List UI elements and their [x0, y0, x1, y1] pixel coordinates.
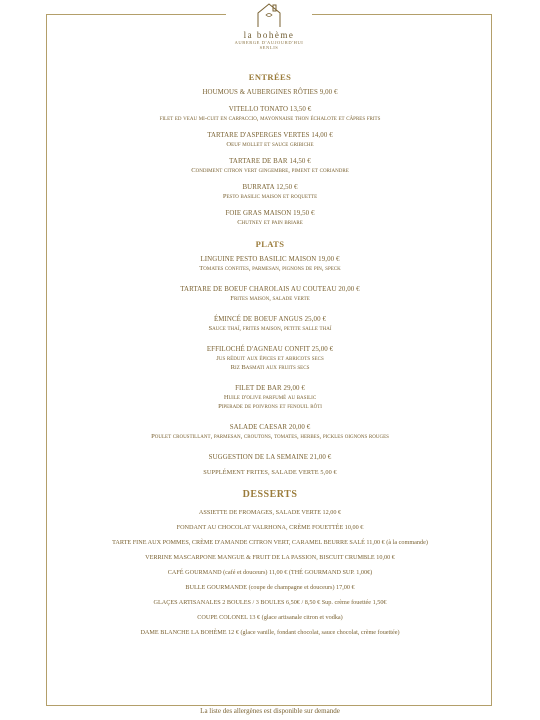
item-description: Huile d'olive parfumé au basilic	[223, 394, 317, 401]
item-title: ÉMINCÉ DE BOEUF ANGUS 25,00 €	[213, 316, 326, 323]
item-title: EFFILOCHÉ D'AGNEAU CONFIT 25,00 €	[206, 346, 334, 353]
house-logo-icon	[254, 2, 284, 28]
item-title: LINGUINE PESTO BASILIC MAISON 19,00 €	[200, 256, 340, 263]
menu-item	[50, 105, 490, 123]
menu-item	[50, 157, 490, 175]
item-description: Sauce thaï, frites maison, petite salle thaï	[208, 325, 332, 332]
item-description: Oeuf mollet et sauce gribiche	[226, 141, 314, 148]
menu-item	[50, 423, 490, 441]
logo-city: SENLIS	[259, 45, 279, 50]
suggestion	[50, 453, 490, 477]
supplement-line: SUPPLÉMENT FRITES, SALADE VERTE 5,00 €	[203, 469, 337, 476]
menu-content	[50, 64, 490, 643]
menu-item	[50, 345, 490, 372]
section-heading-plats: PLATS	[255, 239, 285, 249]
allergen-note: La liste des allergènes est disponible sur demande	[200, 707, 340, 715]
dessert-item: COUPE COLONEL 13 € (glace artisanale citron et vodka)	[197, 614, 343, 621]
dessert-item: GLAÇES ARTISANALES 2 BOULES / 3 BOULES 6,50€ / 8,50 € Sup. crème fouettée 1,50€	[153, 599, 387, 606]
item-description: Frites maison, salade verte	[230, 295, 310, 302]
item-title: TARTARE DE BOEUF CHAROLAIS AU COUTEAU 20,00 €	[180, 286, 360, 293]
item-title: VITELLO TONATO 13,50 €	[228, 106, 312, 113]
item-description: Chutney et pain briare	[237, 219, 303, 226]
menu-item	[50, 255, 490, 273]
menu-item	[50, 88, 490, 97]
item-description: Jus réduit aux épices et abricots secs	[216, 355, 324, 362]
section-heading-desserts: DESSERTS	[242, 489, 298, 500]
menu-item	[50, 384, 490, 411]
section-heading-entrees: ENTRÉES	[248, 72, 292, 82]
item-description: Tomates confites, parmesan, pignons de pin, speck	[199, 265, 341, 272]
dessert-item: FONDANT AU CHOCOLAT VALRHONA, CRÈME FOUETTÉE 10,00 €	[176, 524, 364, 531]
desserts-list	[50, 508, 490, 637]
logo-subtitle: AUBERGE D'AUJOURD'HUI	[234, 40, 304, 45]
dessert-item: TARTE FINE AUX POMMES, CRÈME D'AMANDE CITRON VERT, CARAMEL BEURRE SALÉ 11,00 € (à la commande)	[112, 539, 428, 546]
dessert-item: DAME BLANCHE LA BOHÈME 12 € (glace vanille, fondant chocolat, sauce chocolat, crème fouettée)	[140, 629, 400, 636]
menu-item	[50, 131, 490, 149]
menu-item	[50, 183, 490, 201]
item-description: Riz Basmati aux fruits secs	[230, 364, 310, 371]
suggestion-title: SUGGESTION DE LA SEMAINE 21,00 €	[208, 454, 332, 461]
menu-item	[50, 285, 490, 303]
item-description: Condiment citron vert gingembre, piment et coriandre	[191, 167, 349, 174]
logo-name: la bohème	[243, 30, 295, 40]
item-description: Poulet croustillant, parmesan, croutons, tomates, herbes, pickles oignons rouges	[151, 433, 389, 440]
menu-item	[50, 315, 490, 333]
dessert-item: BULLE GOURMANDE (coupe de champagne et douceurs) 17,00 €	[185, 584, 355, 591]
item-title: HOUMOUS & AUBERGINES RÔTIES 9,00 €	[202, 89, 338, 96]
menu-item	[50, 209, 490, 227]
item-description: Pesto basilic maison et roquette	[222, 193, 318, 200]
item-title: TARTARE D'ASPERGES VERTES 14,00 €	[207, 132, 333, 139]
item-description: filet ed veau mi-cuit en carpaccio, mayonnaise thon échalote et câpres frits	[159, 115, 381, 122]
logo	[226, 2, 312, 68]
item-title: FOIE GRAS MAISON 19,50 €	[225, 210, 315, 217]
item-title: TARTARE DE BAR 14,50 €	[229, 158, 311, 165]
dessert-item: ASSIETTE DE FROMAGES, SALADE VERTE 12,00 €	[198, 509, 342, 516]
dessert-item: CAFÉ GOURMAND (café et douceurs) 11,00 € (THÉ GOURMAND SUP. 1,00€)	[167, 569, 373, 576]
dessert-item: VERRINE MASCARPONE MANGUE & FRUIT DE LA PASSION, BISCUIT CRUMBLE 10,00 €	[145, 554, 395, 561]
item-title: BURRATA 12,50 €	[242, 184, 298, 191]
item-description: Piperade de poivrons et fenouil rôti	[218, 403, 322, 410]
item-title: FILET DE BAR 29,00 €	[235, 385, 305, 392]
item-title: SALADE CAESAR 20,00 €	[229, 424, 311, 431]
